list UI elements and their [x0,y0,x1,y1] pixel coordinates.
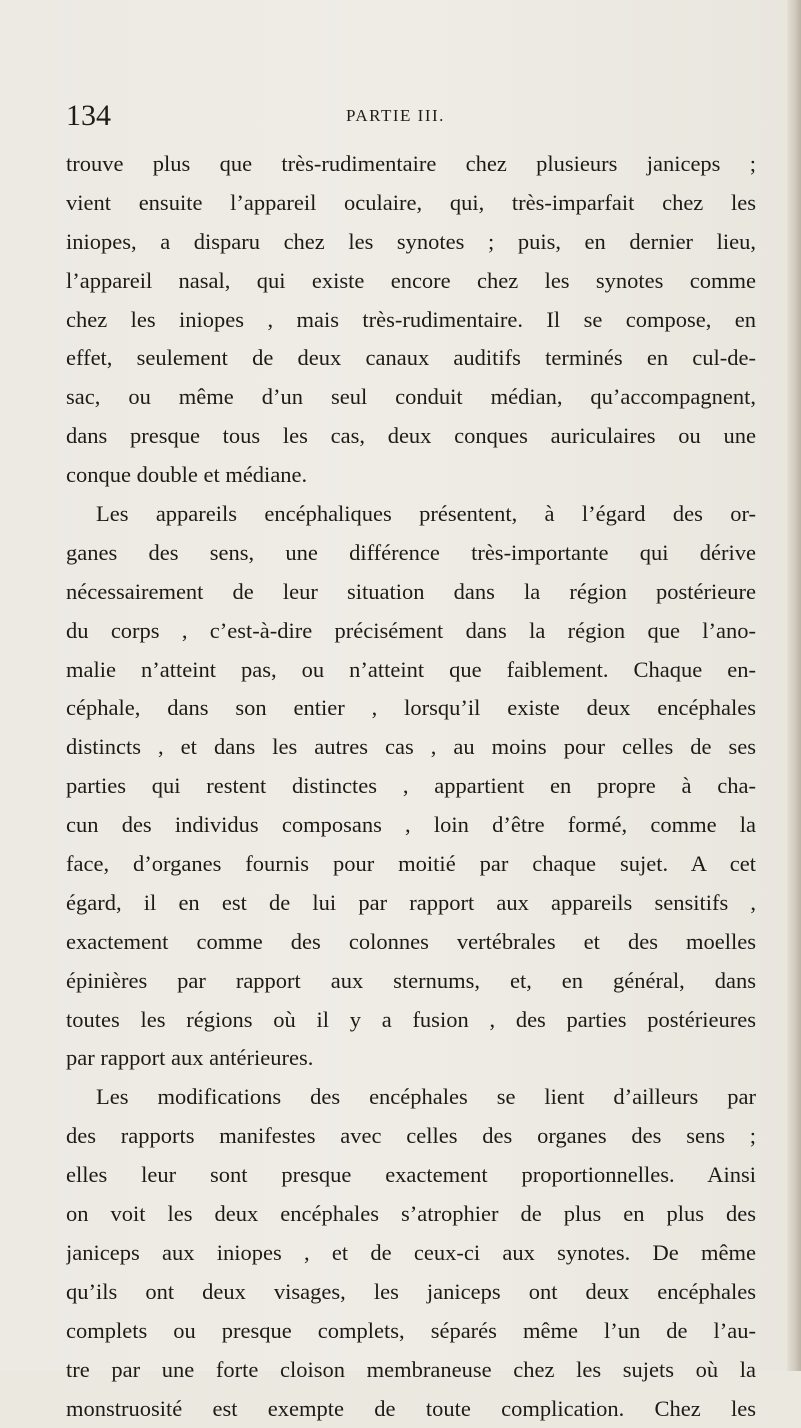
text-line: épinières par rapport aux sternums, et, en général, dans [66,962,756,1001]
text-line: égard, il en est de lui par rapport aux appareils sensitifs , [66,884,756,923]
text-line: des rapports manifestes avec celles des organes des sens ; [66,1117,756,1156]
body-text [66,145,756,1428]
text-line: tre par une forte cloison membraneuse chez les sujets où la [66,1351,756,1390]
text-line: l’appareil nasal, qui existe encore chez les synotes comme [66,262,756,301]
text-line: iniopes, a disparu chez les synotes ; puis, en dernier lieu, [66,223,756,262]
text-line: effet, seulement de deux canaux auditifs terminés en cul-de- [66,339,756,378]
text-line: nécessairement de leur situation dans la région postérieure [66,573,756,612]
text-line: trouve plus que très-rudimentaire chez plusieurs janiceps ; [66,145,756,184]
text-line: janiceps aux iniopes , et de ceux-ci aux synotes. De même [66,1234,756,1273]
text-line: chez les iniopes , mais très-rudimentaire. Il se compose, en [66,301,756,340]
page-edge [787,0,801,1371]
text-line: dans presque tous les cas, deux conques auriculaires ou une [66,417,756,456]
text-line: sac, ou même d’un seul conduit médian, qu’accompagnent, [66,378,756,417]
text-line: Les appareils encéphaliques présentent, à l’égard des or- [66,495,756,534]
text-line: toutes les régions où il y a fusion , des parties postérieures [66,1001,756,1040]
text-line: Les modifications des encéphales se lient d’ailleurs par [66,1078,756,1117]
text-line: ganes des sens, une différence très-importante qui dérive [66,534,756,573]
text-line: vient ensuite l’appareil oculaire, qui, très-imparfait chez les [66,184,756,223]
text-line: face, d’organes fournis pour moitié par chaque sujet. A cet [66,845,756,884]
text-line: distincts , et dans les autres cas , au moins pour celles de ses [66,728,756,767]
text-line: qu’ils ont deux visages, les janiceps ont deux encéphales [66,1273,756,1312]
text-line: parties qui restent distinctes , appartient en propre à cha- [66,767,756,806]
text-line: conque double et médiane. [66,456,756,495]
text-line: monstruosité est exempte de toute complication. Chez les [66,1390,756,1428]
text-line: par rapport aux antérieures. [66,1039,756,1078]
text-line: céphale, dans son entier , lorsqu’il existe deux encéphales [66,689,756,728]
text-line: complets ou presque complets, séparés même l’un de l’au- [66,1312,756,1351]
running-head [66,98,752,138]
text-line: du corps , c’est-à-dire précisément dans la région que l’ano- [66,612,756,651]
section-title: PARTIE III. [346,104,445,128]
text-line: elles leur sont presque exactement proportionnelles. Ainsi [66,1156,756,1195]
page-number: 134 [66,98,111,134]
text-line: cun des individus composans , loin d’être formé, comme la [66,806,756,845]
text-line: exactement comme des colonnes vertébrales et des moelles [66,923,756,962]
text-line: malie n’atteint pas, ou n’atteint que faiblement. Chaque en- [66,651,756,690]
text-line: on voit les deux encéphales s’atrophier de plus en plus des [66,1195,756,1234]
